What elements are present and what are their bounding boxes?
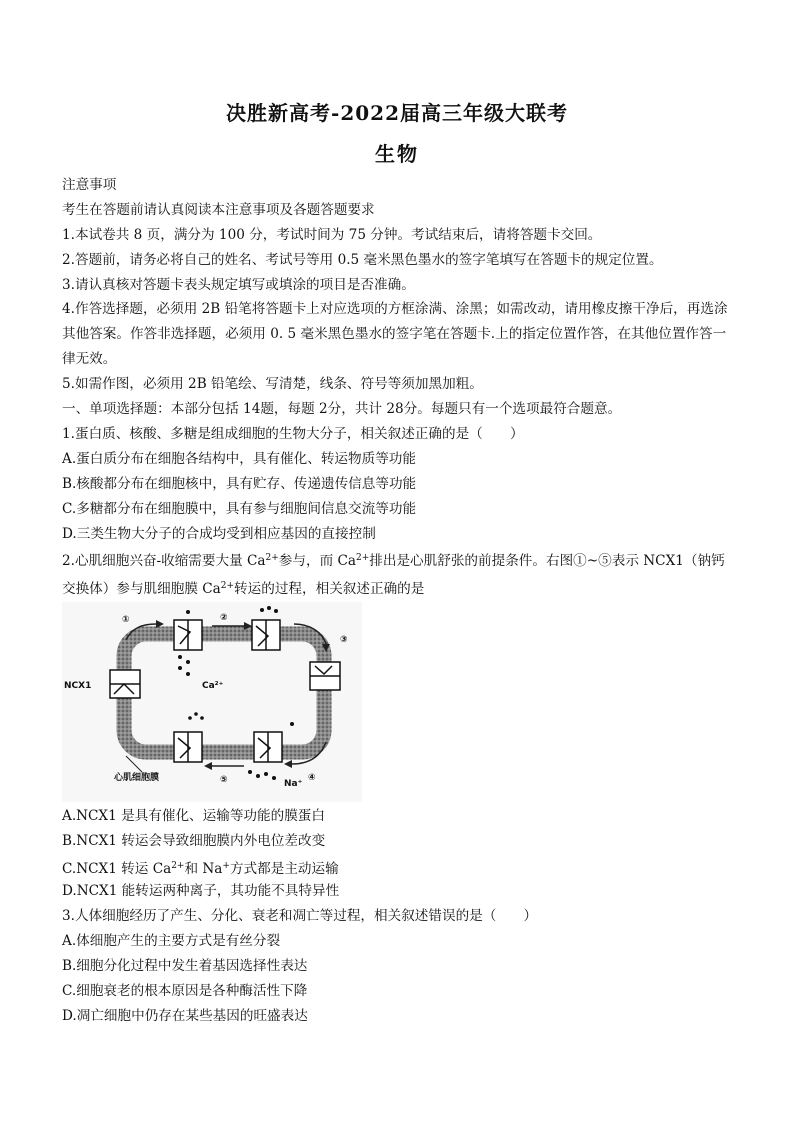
q3-option-b: B.细胞分化过程中发生着基因选择性表达 xyxy=(62,958,308,974)
notice-item-2: 2.答题前，请务必将自己的姓名、考试号等用 0.5 毫米黑色墨水的签字笔填写在答题卡的规定位置。 xyxy=(62,252,663,268)
notice-intro: 考生在答题前请认真阅读本注意事项及各题答题要求 xyxy=(62,202,375,218)
q2-option-c: C.NCX1 转运 $Ca^{2+}$和 Na+方式都是主动运输 xyxy=(62,861,339,877)
step-3-label: ③ xyxy=(340,635,348,645)
step-2-label: ② xyxy=(220,613,228,623)
q2-option-a: A.NCX1 是具有催化、运输等功能的膜蛋白 xyxy=(62,808,325,824)
q2-stem: 2.心肌细胞兴奋-收缩需要大量 $Ca^{2+}$参与，而 $Ca^{2+}$排出是心肌舒张的前提条件。右图①~⑤表示 NCX1（钠钙交换体）参与肌细胞膜 $Ca^{2+}$转运的过程，相关叙述正确的是 xyxy=(62,553,725,597)
notice-item-1: 1.本试卷共 8 页，满分为 100 分，考试时间为 75 分钟。考试结束后，请将答题卡交回。 xyxy=(62,227,602,243)
step-4-label: ④ xyxy=(308,773,316,783)
q3-option-c: C.细胞衰老的根本原因是各种酶活性下降 xyxy=(62,983,308,999)
notice-item-3: 3.请认真核对答题卡表头规定填写或填涂的项目是否准确。 xyxy=(62,277,415,293)
notice-heading: 注意事项 xyxy=(62,177,117,193)
exam-title: 决胜新高考-2022届高三年级大联考 xyxy=(226,101,568,125)
q1-stem: 1.蛋白质、核酸、多糖是组成细胞的生物大分子，相关叙述正确的是（ ） xyxy=(62,426,524,442)
q3-option-d: D.凋亡细胞中仍存在某些基因的旺盛表达 xyxy=(62,1008,308,1024)
q1-option-d: D.三类生物大分子的合成均受到相应基因的直接控制 xyxy=(62,526,376,542)
q1-option-c: C.多糖都分布在细胞膜中，具有参与细胞间信息交流等功能 xyxy=(62,501,417,517)
notice-item-5: 5.如需作图，必须用 2B 铅笔绘、写清楚，线条、符号等须加黑加粗。 xyxy=(62,376,483,392)
q3-stem: 3.人体细胞经历了产生、分化、衰老和凋亡等过程，相关叙述错误的是（ ） xyxy=(62,908,538,924)
step-5-label: ⑤ xyxy=(220,775,228,785)
calcium-label: Ca²⁺ xyxy=(202,681,224,691)
subject-title: 生物 xyxy=(375,142,419,166)
q1-option-a: A.蛋白质分布在细胞各结构中，具有催化、转运物质等功能 xyxy=(62,451,416,467)
q3-option-a: A.体细胞产生的主要方式是有丝分裂 xyxy=(62,933,281,949)
ncx1-label: NCX1 xyxy=(64,681,92,691)
q1-option-b: B.核酸都分布在细胞核中，具有贮存、传递遗传信息等功能 xyxy=(62,476,417,492)
section-heading: 一、单项选择题：本部分包括 14题，每题 2分，共计 28分。每题只有一个选项最符合题意。 xyxy=(62,401,622,417)
q2-option-d: D.NCX1 能转运两种离子，其功能不具特异性 xyxy=(62,883,340,899)
sodium-label: Na⁺ xyxy=(284,779,303,789)
membrane-label: 心肌细胞膜 xyxy=(114,773,160,783)
q2-option-b: B.NCX1 转运会导致细胞膜内外电位差改变 xyxy=(62,833,326,849)
notice-item-4: 4.作答选择题，必须用 2B 铅笔将答题卡上对应选项的方框涂满、涂黑；如需改动，请用橡皮擦干净后，再选涂其他答案。作答非选择题，必须用 0. 5 毫米黑色墨水的签字笔在答题卡.上的指定位置作答，在其他位置作答一律无效。 xyxy=(62,301,728,367)
ncx1-diagram xyxy=(62,602,362,802)
step-1-label: ① xyxy=(122,615,130,625)
